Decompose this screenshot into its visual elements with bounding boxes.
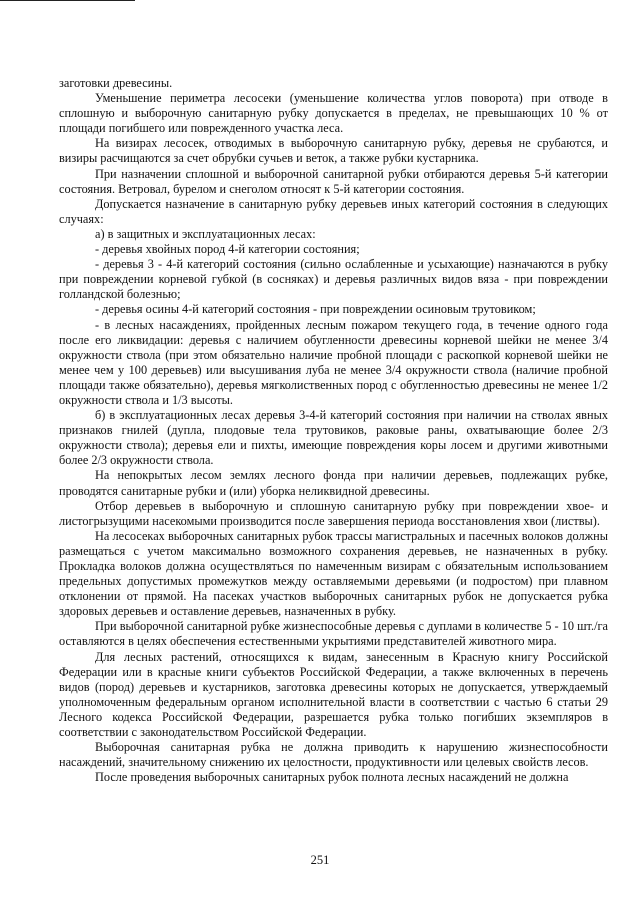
page-number: 251 [310, 853, 330, 867]
paragraph-case-a: а) в защитных и эксплуатационных лесах: [95, 226, 316, 241]
paragraph-root-fungus: - деревья 3 - 4-й категорий состояния (сильно ослабленные и усыхающие) назначаются в рубку при повреждении корневой губкой (в сосняках) и деревья различных видов вяза - при повреждении голландской болезнью; [59, 257, 608, 302]
paragraph-sight-lines: На визирах лесосек, отводимых в выборочную санитарную рубку, деревья не срубаются, и визиры расчищаются за счет обрубки сучьев и веток, а также рубки кустарника. [59, 136, 608, 166]
paragraph-perimeter-reduction: Уменьшение периметра лесосеки (уменьшение количества углов поворота) при отводе в сплошную и выборочную санитарную рубку допускается в пределах, не превышающих 10 % от площади погибшего или поврежденного участка леса. [59, 91, 608, 136]
scan-edge-line [0, 0, 135, 1]
paragraph-stand-density: После проведения выборочных санитарных рубок полнота лесных насаждений не должна [95, 770, 569, 785]
paragraph-case-b: б) в эксплуатационных лесах деревья 3-4-й категорий состояния при наличии на стволах явных признаков гнилей (дупла, плодовые тела трутовиков, раковые раны, охватывающие более 2/3 окружности ствола); деревья ели и пихты, имеющие повреждения коры лосем и другими животными более 2/3 окружности ствола. [59, 408, 608, 468]
paragraph-red-book: Для лесных растений, относящихся к видам, занесенным в Красную книгу Российской Федерации или в красные книги субъектов Российской Федерации, а также включенных в перечень видов (пород) деревьев и кустарников, заготовка древесины которых не допускается, утверждаемый уполномоченным федеральным органом исполнительной власти в соответствии с частью 6 статьи 29 Лесного кодекса Российской Федерации, разрешается рубка только погибших экземпляров в соответствии с законодательством Российской Федерации. [59, 649, 608, 740]
paragraph-coniferous: - деревья хвойных пород 4-й категории состояния; [95, 242, 360, 257]
paragraph-aspen: - деревья осины 4-й категорий состояния - при повреждении осиновым трутовиком; [95, 302, 536, 317]
paragraph-unforested-lands: На непокрытых лесом землях лесного фонда при наличии деревьев, подлежащих рубке, проводятся санитарные рубки и (или) уборка неликвидной древесины. [59, 468, 608, 498]
document-page-text [59, 76, 608, 785]
paragraph-continuation: заготовки древесины. [59, 76, 173, 90]
paragraph-skid-trails: На лесосеках выборочных санитарных рубок трассы магистральных и пасечных волоков должны размещаться с учетом максимально возможного сохранения деревьев, не назначенных в рубку. Прокладка волоков должна осуществляться по намеченным визирам с обязательным использованием предельных допустимых промежутков между оставляемыми деревьями (и подростом) при плавном отклонении от прямой. На пасеках участков выборочных санитарных рубок не допускается рубка здоровых деревьев и оставление деревьев, назначенных в рубку. [59, 528, 608, 619]
paragraph-insect-damage: Отбор деревьев в выборочную и сплошную санитарную рубку при повреждении хвое- и листогрызущими насекомыми производится после завершения периода восстановления хвои (листвы). [59, 498, 608, 528]
paragraph-fire-damage: - в лесных насаждениях, пройденных лесным пожаром текущего года, в течение одного года после его ликвидации: деревья с наличием обугленности древесины корневой шейки не менее 3/4 окружности ствола (при этом обязательно наличие пробной площади с раскопкой корневой шейки не менее чем у 100 деревьев) или высушивания луба не менее 3/4 окружности ствола (наличие пробной площади также обязательно), деревья мягколиственных пород с обугленностью древесины не менее 1/2 окружности ствола и 1/3 высоты. [59, 317, 608, 407]
paragraph-other-categories: Допускается назначение в санитарную рубку деревьев иных категорий состояния в следующих случаях: [59, 196, 608, 226]
paragraph-hollow-trees: При выборочной санитарной рубке жизнеспособные деревья с дуплами в количестве 5 - 10 шт./га оставляются в целях обеспечения естественными укрытиями представителей животного мира. [59, 619, 608, 649]
paragraph-category-5: При назначении сплошной и выборочной санитарной рубки отбираются деревья 5-й категории состояния. Ветровал, бурелом и снеголом относят к 5-й категории состояния. [59, 166, 608, 196]
paragraph-viability: Выборочная санитарная рубка не должна приводить к нарушению жизнеспособности насаждений, значительному снижению их целостности, продуктивности или целевых свойств лесов. [59, 740, 608, 770]
